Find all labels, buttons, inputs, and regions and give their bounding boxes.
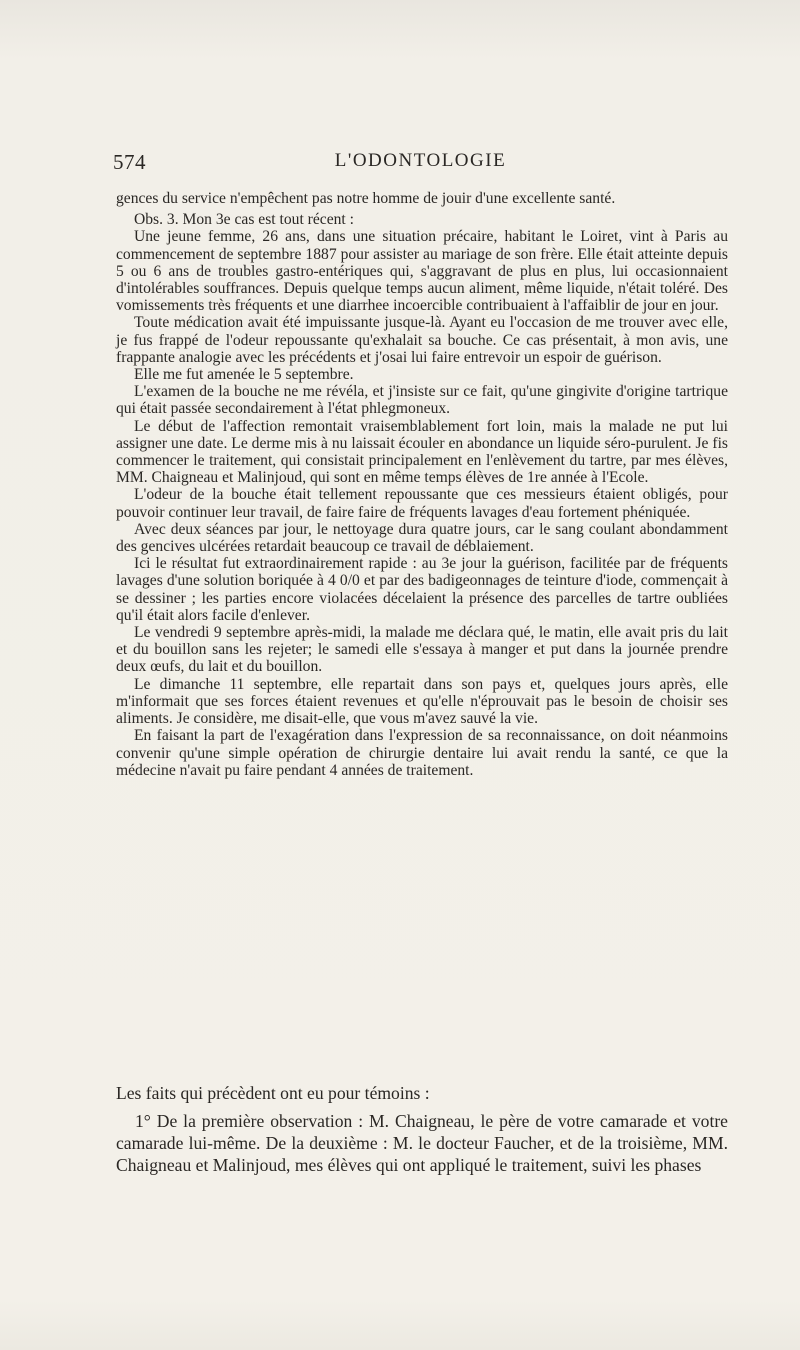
paragraph: Avec deux séances par jour, le nettoyage dura quatre jours, car le sang coulant abondamment des gencives ulcérées retardait beaucoup ce travail de déblaiement.	[116, 520, 728, 556]
paragraph: Le début de l'affection remontait vraisemblablement fort loin, mais la malade ne put lui assigner une date. Le derme mis à nu laissait écouler en abondance un liquide séro-purulent. Je fis commencer le traitement, qui consistait principalement en l'enlèvement du tartre, par mes élèves, MM. Chaigneau et Malinjoud, qui sont en même temps élèves de 1re année à l'Ecole.	[116, 417, 728, 487]
paragraph-continuation: gences du service n'empêchent pas notre homme de jouir d'une excellente santé.	[116, 190, 616, 207]
page-header	[113, 150, 728, 180]
paragraph: En faisant la part de l'exagération dans l'expression de sa reconnaissance, on doit néanmoins convenir qu'une simple opération de chirurgie dentaire lui avait rendu la santé, ce que la médecine n'avait pu faire pendant 4 années de traitement.	[116, 727, 728, 779]
paragraph: L'examen de la bouche ne me révéla, et j'insiste sur ce fait, qu'une gingivite d'origine tartrique qui était passée secondairement à l'état phlegmoneux.	[116, 383, 728, 418]
paragraph: Une jeune femme, 26 ans, dans une situation précaire, habitant le Loiret, vint à Paris au commencement de septembre 1887 pour assister au mariage de son frère. Elle était atteinte depuis 5 ou 6 ans de troubles gastro-entériques qui, s'aggravant de plus en plus, lui occasionnaient d'intolérables souffrances. Depuis quelque temps aucun aliment, même liquide, n'était toléré. Des vomissements très fréquents et une diarrhee incoercible contribuaient à l'affaiblir de jour en jour.	[116, 228, 728, 315]
paragraph: Ici le résultat fut extraordinairement rapide : au 3e jour la guérison, facilitée par de fréquents lavages d'une solution boriquée à 4 0/0 et par des badigeonnages de teinture d'iode, commençait à se dessiner ; les parties encore violacées décelaient la présence des parcelles de tartre oubliées qu'il était alors facile d'enlever.	[116, 555, 728, 624]
body-text	[116, 190, 728, 779]
paragraph: Le dimanche 11 septembre, elle repartait dans son pays et, quelques jours après, elle m'informait que ses forces étaient revenues et qu'elle n'éprouvait pas le besoin de choisir ses aliments. Je considère, me disait-elle, que vous m'avez sauvé la vie.	[116, 675, 728, 728]
paragraph: Toute médication avait été impuissante jusque-là. Ayant eu l'occasion de me trouver avec elle, je fus frappé de l'odeur repoussante qu'exhalait sa bouche. Ce cas présentait, à mon avis, une frappante analogie avec les précédents et j'osai lui faire entrevoir un espoir de guérison.	[116, 314, 728, 366]
conclusion-section	[116, 1082, 728, 1176]
witnesses-paragraph: 1° De la première observation : M. Chaigneau, le père de votre camarade et votre camarade lui-même. De la deuxième : M. le docteur Faucher, et de la troisième, MM. Chaigneau et Malinjoud, mes élèves qui ont appliqué le traitement, suivi les phases	[116, 1111, 728, 1175]
paragraph: L'odeur de la bouche était tellement repoussante que ces messieurs étaient obligés, pour pouvoir continuer leur travail, de faire faire de fréquents lavages d'eau fortement phéniquée.	[116, 486, 728, 521]
paragraph: Le vendredi 9 septembre après-midi, la malade me déclara qué, le matin, elle avait pris du lait et du bouillon sans les rejeter; le samedi elle s'essaya à manger et put dans la journée prendre deux œufs, du lait et du bouillon.	[116, 624, 728, 676]
page-number: 574	[113, 150, 146, 174]
observation-heading: Obs. 3. Mon 3e cas est tout récent :	[134, 211, 354, 229]
witnesses-heading: Les faits qui précèdent ont eu pour témoins :	[116, 1083, 430, 1103]
paragraph: Elle me fut amenée le 5 septembre.	[134, 366, 354, 384]
running-title: L'ODONTOLOGIE	[334, 150, 507, 171]
